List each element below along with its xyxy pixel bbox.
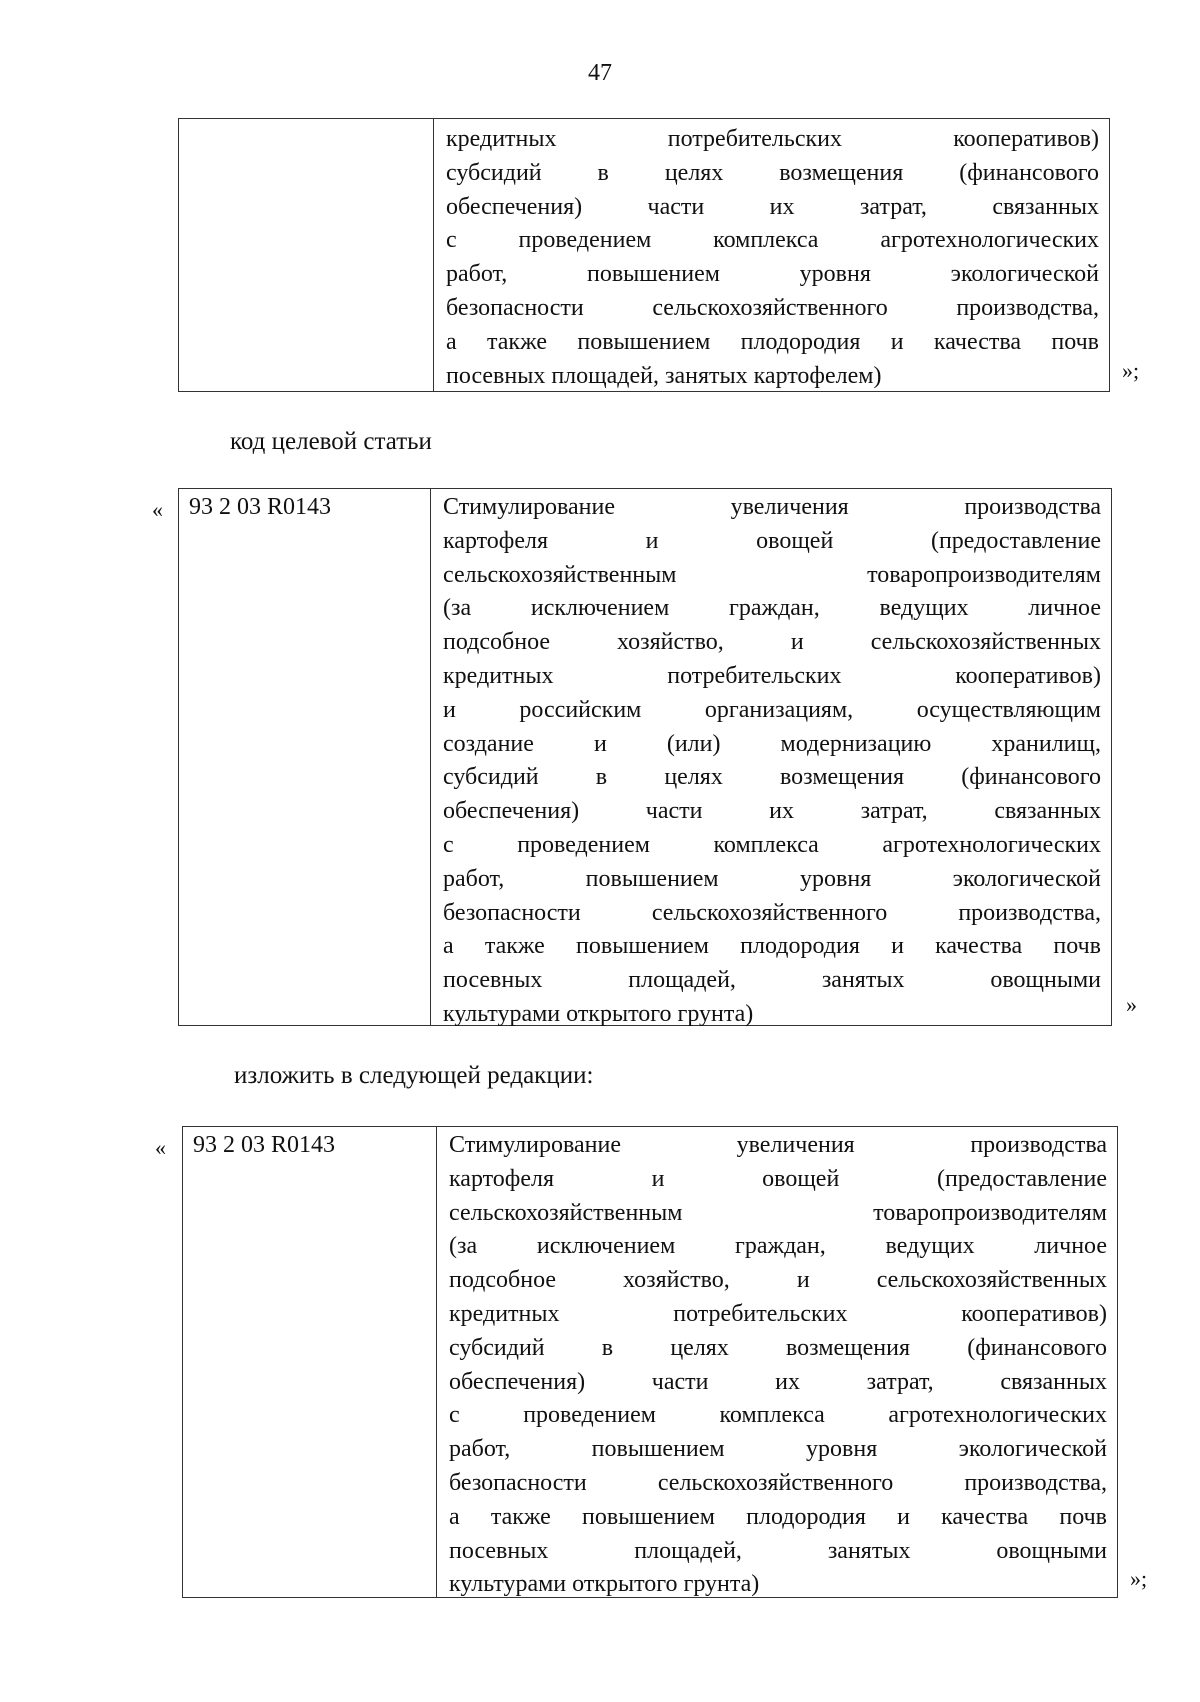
description-line: обеспечения) части их затрат, связанных [443, 798, 1101, 825]
paragraph-new-wording: изложить в следующей редакции: [234, 1062, 594, 1089]
description-line: Стимулирование увеличения производства [443, 494, 1101, 520]
description-line: и российским организациям, осуществляющим [443, 696, 1101, 723]
description-line: посевных площадей, занятых картофелем) [446, 362, 882, 389]
description-line: подсобное хозяйство, и сельскохозяйственных [443, 629, 1101, 656]
description-line: а также повышением плодородия и качества почв [443, 933, 1101, 960]
description-line: (за исключением граждан, ведущих личное [443, 595, 1101, 622]
description-line: культурами открытого грунта) [443, 1000, 754, 1027]
target-article-code-cell: 93 2 03 R0143 [183, 1127, 437, 1597]
description-line: работ, повышением уровня экологической [443, 865, 1101, 892]
description-line: культурами открытого грунта) [449, 1571, 760, 1598]
description-line: картофеля и овощей (предоставление [443, 527, 1101, 554]
open-quote: « [152, 497, 163, 522]
open-quote: « [155, 1135, 166, 1160]
description-line: кредитных потребительских кооперативов) [449, 1300, 1107, 1327]
description-line: работ, повышением уровня экологической [449, 1436, 1107, 1463]
description-cell [434, 119, 1109, 391]
description-line: безопасности сельскохозяйственного производства, [449, 1469, 1107, 1496]
description-line: сельскохозяйственным товаропроизводителям [449, 1199, 1107, 1226]
description-line: субсидий в целях возмещения (финансового [446, 159, 1099, 186]
description-line: Стимулирование увеличения производства [449, 1132, 1107, 1158]
description-line: картофеля и овощей (предоставление [449, 1165, 1107, 1192]
target-article-code-cell: 93 2 03 R0143 [179, 489, 431, 1025]
description-line: работ, повышением уровня экологической [446, 261, 1099, 288]
description-line: с проведением комплекса агротехнологических [443, 831, 1101, 858]
budget-table-continuation [178, 118, 1110, 392]
description-line: безопасности сельскохозяйственного производства, [446, 294, 1099, 321]
description-line: с проведением комплекса агротехнологических [446, 227, 1099, 254]
budget-table-new [182, 1126, 1118, 1598]
description-line: кредитных потребительских кооперативов) [446, 126, 1099, 152]
budget-table-old [178, 488, 1112, 1026]
description-line: безопасности сельскохозяйственного производства, [443, 899, 1101, 926]
description-line: сельскохозяйственным товаропроизводителям [443, 561, 1101, 588]
close-quote: »; [1130, 1566, 1148, 1591]
description-line: субсидий в целях возмещения (финансового [449, 1334, 1107, 1361]
close-quote: » [1126, 992, 1137, 1017]
paragraph-target-article-code: код целевой статьи [230, 428, 432, 455]
description-line: субсидий в целях возмещения (финансового [443, 764, 1101, 791]
description-line: создание и (или) модернизацию хранилищ, [443, 730, 1101, 757]
description-line: обеспечения) части их затрат, связанных [449, 1368, 1107, 1395]
page-number: 47 [588, 60, 612, 86]
description-line: посевных площадей, занятых овощными [449, 1537, 1107, 1564]
description-line: кредитных потребительских кооперативов) [443, 662, 1101, 689]
target-article-code-cell [179, 119, 434, 391]
description-line: а также повышением плодородия и качества почв [449, 1503, 1107, 1530]
description-cell [437, 1127, 1117, 1597]
description-line: (за исключением граждан, ведущих личное [449, 1233, 1107, 1260]
description-line: обеспечения) части их затрат, связанных [446, 193, 1099, 220]
description-line: а также повышением плодородия и качества почв [446, 328, 1099, 355]
description-line: посевных площадей, занятых овощными [443, 967, 1101, 994]
description-line: с проведением комплекса агротехнологических [449, 1402, 1107, 1429]
description-line: подсобное хозяйство, и сельскохозяйственных [449, 1267, 1107, 1294]
close-quote: »; [1122, 358, 1140, 383]
description-cell [431, 489, 1111, 1025]
